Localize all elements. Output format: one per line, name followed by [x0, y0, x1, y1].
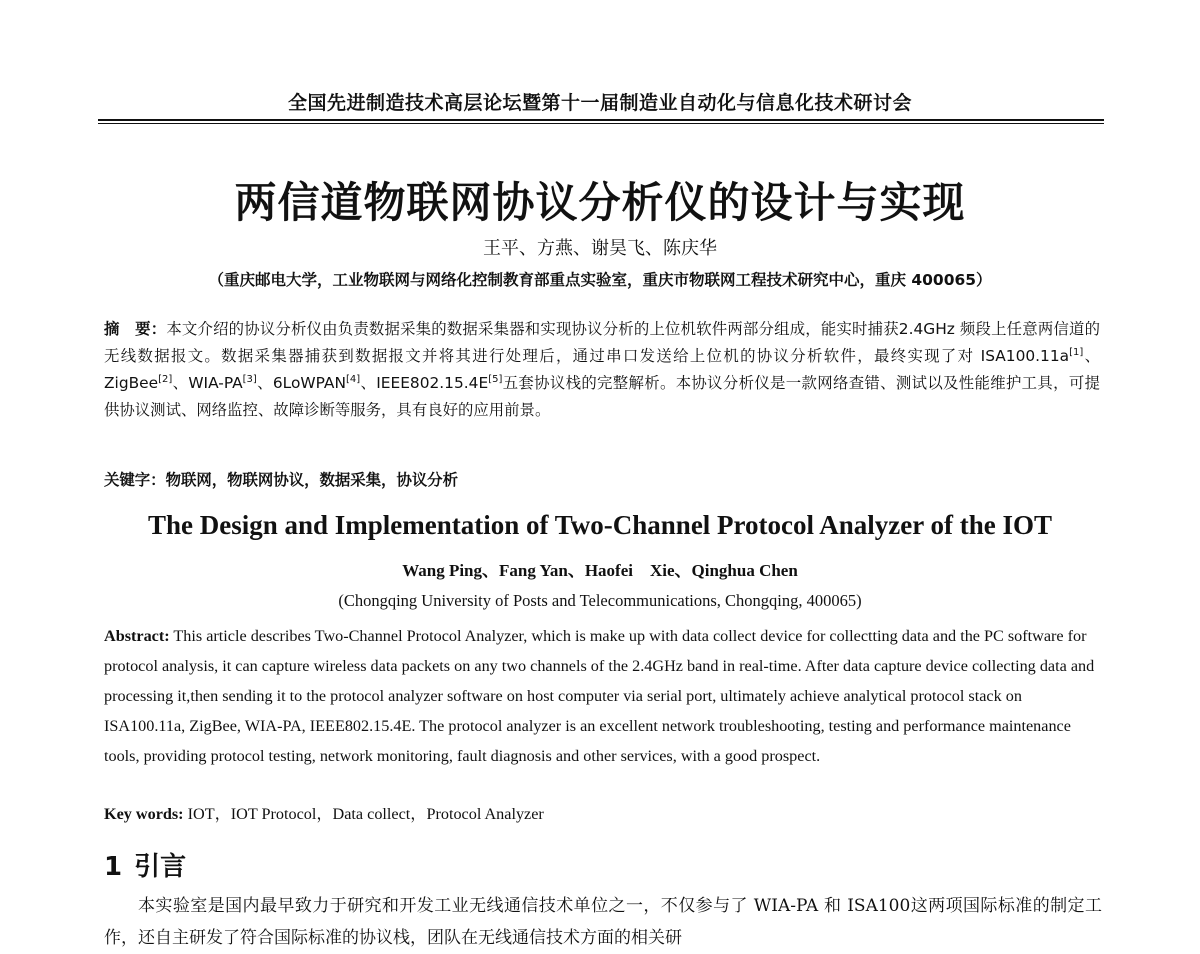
chinese-keywords-text: 物联网，物联网协议，数据采集，协议分析	[165, 471, 459, 489]
chinese-affiliation: （重庆邮电大学，工业物联网与网络化控制教育部重点实验室，重庆市物联网工程技术研究中心，重庆 400065）	[208, 271, 992, 289]
english-keywords-label: Key words:	[104, 805, 184, 823]
chinese-abstract	[104, 316, 1100, 424]
chinese-authors: 王平、方燕、谢昊飞、陈庆华	[483, 238, 717, 259]
introduction-paragraph: 本实验室是国内最早致力于研究和开发工业无线通信技术单位之一，不仅参与了 WIA-PA 和 ISA100这两项国际标准的制定工作，还自主研发了符合国际标准的协议栈，团队在无线通信技术方面的相关研	[104, 896, 1102, 948]
chinese-abstract-text: 、ZigBee	[104, 347, 1100, 392]
reference-marker: [4]	[345, 373, 361, 385]
chinese-abstract-text: 五套协议栈的完整解析。本协议分析仪是一款网络查错、测试以及性能维护工具，可提供协议测试、网络监控、故障诊断等服务，具有良好的应用前景。	[104, 374, 1100, 419]
section-number: 1	[104, 852, 123, 882]
reference-marker: [1]	[1069, 346, 1084, 358]
english-abstract-text: This article describes Two-Channel Protocol Analyzer, which is make up with data collect device for collectting data and the PC software for protocol analysis, it can capture wireless data packets on any two channels of the 2.4GHz band in real-time. After data capture device collecting data and processing it,then sending it to the protocol analyzer software on host computer via serial port, ultimately achieve analytical protocol stack on ISA100.11a, ZigBee, WIA-PA, IEEE802.15.4E. The protocol analyzer is an excellent network troubleshooting, testing and performance maintenance tools, providing protocol testing, network monitoring, fault diagnosis and other services, with a good prospect.	[104, 627, 1095, 765]
section-heading	[104, 846, 186, 883]
reference-marker: [5]	[488, 373, 503, 385]
chinese-abstract-text: 、6LoWPAN	[256, 374, 346, 392]
reference-marker: [2]	[158, 373, 173, 385]
chinese-keywords-label: 关键字：	[104, 471, 166, 489]
header-rule-thin	[98, 123, 1104, 124]
english-title: The Design and Implementation of Two-Channel Protocol Analyzer of the IOT	[147, 510, 1053, 540]
english-affiliation: (Chongqing University of Posts and Telecommunications, Chongqing, 400065)	[338, 591, 862, 610]
chinese-abstract-label: 摘 要：	[104, 320, 167, 338]
section-title: 引言	[134, 852, 187, 882]
english-keywords-text: IOT，IOT Protocol，Data collect，Protocol Analyzer	[183, 805, 544, 823]
chinese-keywords	[104, 468, 1100, 490]
chinese-title: 两信道物联网协议分析仪的设计与实现	[234, 178, 966, 227]
english-abstract	[104, 621, 1106, 771]
conference-header: 全国先进制造技术高层论坛暨第十一届制造业自动化与信息化技术研讨会	[287, 92, 912, 114]
english-keywords	[104, 800, 1100, 824]
chinese-abstract-text: 、WIA-PA	[172, 374, 243, 392]
chinese-abstract-text: 、IEEE802.15.4E	[360, 374, 489, 392]
reference-marker: [3]	[242, 373, 257, 385]
english-authors: Wang Ping、Fang Yan、Haofei Xie、Qinghua Chen	[402, 561, 798, 580]
english-abstract-label: Abstract:	[104, 627, 170, 645]
chinese-abstract-text: 本文介绍的协议分析仪由负责数据采集的数据采集器和实现协议分析的上位机软件两部分组成，能实时捕获2.4GHz 频段上任意两信道的无线数据报文。数据采集器捕获到数据报文并将其进行处理后，通过串口发送给上位机的协议分析软件，最终实现了对 ISA100.11a	[104, 320, 1100, 365]
header-rule	[98, 119, 1104, 121]
